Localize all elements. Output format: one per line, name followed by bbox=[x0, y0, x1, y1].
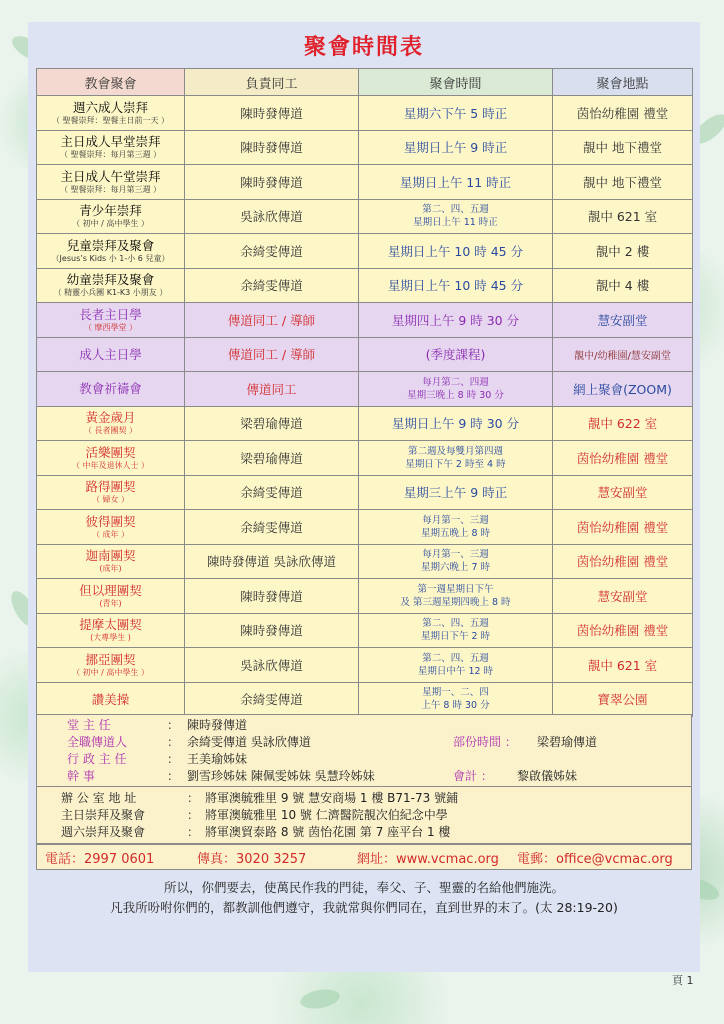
meeting-name: 青少年崇拜 bbox=[79, 203, 142, 219]
meeting-time-detail: 上午 8 時 30 分 bbox=[421, 700, 490, 712]
meeting-time: 星期六下午 5 時正 bbox=[403, 105, 508, 121]
meeting-name-cell bbox=[37, 579, 185, 614]
meeting-time: 星期日上午 11 時正 bbox=[399, 174, 512, 190]
table-row bbox=[37, 372, 693, 407]
meeting-name: 主日成人早堂崇拜 bbox=[60, 134, 161, 150]
place-cell: 茵怡幼稚園 禮堂 bbox=[553, 96, 693, 131]
time-cell bbox=[359, 406, 553, 441]
staff-cell: 余綺雯傳道 bbox=[185, 682, 359, 717]
meeting-time: 星期日上午 10 時 45 分 bbox=[387, 243, 524, 259]
time-cell bbox=[359, 199, 553, 234]
bible-verse-line-1: 所以，你們要去，使萬民作我的門徒，奉父、子、聖靈的名給他們施洗。 bbox=[163, 880, 564, 895]
header-time: 聚會時間 bbox=[359, 69, 553, 96]
table-row bbox=[37, 130, 693, 165]
place-cell: 網上聚會(ZOOM) bbox=[553, 372, 693, 407]
meeting-name: 主日成人午堂崇拜 bbox=[60, 168, 161, 184]
meeting-subtitle: （ 婦女 ） bbox=[91, 495, 130, 505]
parttime-label: 部份時間 ： bbox=[453, 735, 517, 749]
deacon-names: 劉雪珍姊妹 陳佩雯姊妹 吳慧玲姊妹 bbox=[187, 769, 375, 783]
meeting-name: 挪亞團契 bbox=[85, 651, 136, 667]
colon: ： bbox=[187, 825, 200, 839]
meeting-subtitle: （ 摩西學堂 ） bbox=[83, 322, 138, 332]
address-value: 將軍澳毓雅里 9 號 慧安商場 1 樓 B71-73 號鋪 bbox=[205, 791, 459, 805]
time-cell bbox=[359, 682, 553, 717]
meeting-subtitle: (成年) bbox=[99, 564, 122, 574]
staff-cell: 余綺雯傳道 bbox=[185, 510, 359, 545]
meeting-name: 但以理團契 bbox=[79, 582, 142, 598]
meeting-time-detail: 星期三晚上 8 時 30 分 bbox=[407, 389, 504, 401]
pastor-label: 堂 主 任 bbox=[67, 718, 111, 732]
colon: ： bbox=[187, 791, 200, 805]
email-link[interactable]: 電郵：office@vcmac.org bbox=[517, 852, 673, 867]
colon: ： bbox=[167, 769, 180, 783]
table-row bbox=[37, 234, 693, 269]
meeting-time: 星期三上午 9 時正 bbox=[403, 485, 508, 501]
address-label: 主日崇拜及聚會 bbox=[61, 808, 146, 822]
colon: ： bbox=[167, 752, 180, 766]
meeting-time: 每月第一、三週 bbox=[422, 549, 489, 561]
time-cell bbox=[359, 165, 553, 200]
website-link[interactable]: 網址：www.vcmac.org bbox=[357, 852, 499, 867]
meeting-name-cell bbox=[37, 337, 185, 372]
meeting-subtitle: （Jesus’s Kids 小 1-小 6 兒童） bbox=[51, 253, 170, 263]
meeting-subtitle: （ 精靈小兵團 K1-K3 小朋友 ） bbox=[53, 288, 168, 298]
table-row bbox=[37, 406, 693, 441]
meeting-subtitle: （ 中年及退休人士 ） bbox=[71, 460, 150, 470]
meeting-time-detail: 及 第三週星期四晚上 8 時 bbox=[400, 596, 511, 608]
meeting-name-cell bbox=[37, 303, 185, 338]
staff-list bbox=[36, 714, 692, 788]
place-cell: 靚中 2 樓 bbox=[553, 234, 693, 269]
meeting-time: 星期四上午 9 時 30 分 bbox=[391, 312, 520, 328]
time-cell bbox=[359, 303, 553, 338]
table-row bbox=[37, 441, 693, 476]
place-cell: 靚中 622 室 bbox=[553, 406, 693, 441]
staff-cell: 陳時發傳道 bbox=[185, 165, 359, 200]
meeting-name: 提摩太團契 bbox=[79, 617, 142, 633]
time-cell bbox=[359, 96, 553, 131]
staff-cell: 傳道同工 bbox=[185, 372, 359, 407]
time-cell bbox=[359, 268, 553, 303]
table-row bbox=[37, 199, 693, 234]
address-label: 週六崇拜及聚會 bbox=[61, 825, 146, 839]
admin-label: 行 政 主 任 bbox=[67, 752, 127, 766]
staff-cell: 陳時發傳道 bbox=[185, 613, 359, 648]
meeting-subtitle: （ 成年 ） bbox=[91, 529, 130, 539]
meeting-name-cell bbox=[37, 372, 185, 407]
staff-cell: 陳時發傳道 bbox=[185, 96, 359, 131]
meeting-name-cell bbox=[37, 510, 185, 545]
meeting-time-detail: 星期日中午 12 時 bbox=[417, 665, 494, 677]
time-cell bbox=[359, 579, 553, 614]
meeting-name: 彼得團契 bbox=[85, 513, 136, 529]
table-row bbox=[37, 579, 693, 614]
contact-bar bbox=[36, 844, 692, 870]
meeting-time: 每月第一、三週 bbox=[422, 514, 489, 526]
header-place: 聚會地點 bbox=[553, 69, 693, 96]
place-cell: 靚中 621 室 bbox=[553, 648, 693, 683]
time-cell bbox=[359, 648, 553, 683]
time-cell bbox=[359, 544, 553, 579]
meeting-name: 黃金歲月 bbox=[85, 410, 136, 426]
fulltime-names: 余綺雯傳道 吳詠欣傳道 bbox=[187, 735, 311, 749]
staff-cell: 陳時發傳道 bbox=[185, 130, 359, 165]
parttime-name: 梁碧瑜傳道 bbox=[537, 735, 598, 749]
admin-name: 王美瑜姊妹 bbox=[187, 752, 248, 766]
treasurer-label: 會計 ： bbox=[453, 769, 493, 783]
place-cell: 茵怡幼稚園 禮堂 bbox=[553, 510, 693, 545]
table-row bbox=[37, 544, 693, 579]
place-cell: 靚中 地下禮堂 bbox=[553, 130, 693, 165]
meeting-time: 星期日上午 9 時 30 分 bbox=[391, 416, 520, 432]
staff-cell: 余綺雯傳道 bbox=[185, 234, 359, 269]
meeting-name-cell bbox=[37, 96, 185, 131]
time-cell bbox=[359, 337, 553, 372]
meeting-name-cell bbox=[37, 234, 185, 269]
meeting-subtitle: (青年) bbox=[99, 598, 122, 608]
meeting-subtitle: （ 初中 / 高中學生 ） bbox=[72, 219, 149, 229]
staff-cell: 余綺雯傳道 bbox=[185, 268, 359, 303]
table-row bbox=[37, 510, 693, 545]
meeting-time-detail: 星期六晚上 7 時 bbox=[420, 562, 491, 574]
page-title: 聚會時間表 bbox=[303, 35, 424, 60]
address-list bbox=[36, 786, 692, 844]
staff-cell: 余綺雯傳道 bbox=[185, 475, 359, 510]
meeting-subtitle: （ 聖餐崇拜：每月第三週 ） bbox=[59, 184, 162, 194]
colon: ： bbox=[167, 735, 180, 749]
fulltime-label: 全職傳道人 bbox=[67, 735, 128, 749]
meeting-name-cell bbox=[37, 648, 185, 683]
address-value: 將軍澳毓雅里 10 號 仁濟醫院靚次伯紀念中學 bbox=[205, 808, 448, 822]
time-cell bbox=[359, 372, 553, 407]
table-row bbox=[37, 337, 693, 372]
meeting-name: 幼童崇拜及聚會 bbox=[66, 272, 155, 288]
place-cell: 靚中 地下禮堂 bbox=[553, 165, 693, 200]
staff-cell: 傳道同工 / 導師 bbox=[185, 337, 359, 372]
meeting-name: 教會祈禱會 bbox=[79, 381, 142, 397]
meeting-name-cell bbox=[37, 682, 185, 717]
place-cell: 靚中/幼稚園/慧安副堂 bbox=[553, 337, 693, 372]
meeting-time: 第二、四、五週 bbox=[422, 204, 489, 216]
place-cell: 慧安副堂 bbox=[553, 303, 693, 338]
deacon-label: 幹 事 bbox=[67, 769, 95, 783]
staff-cell: 傳道同工 / 導師 bbox=[185, 303, 359, 338]
meeting-time: 第二、四、五週 bbox=[422, 652, 489, 664]
staff-cell: 吳詠欣傳道 bbox=[185, 199, 359, 234]
meeting-time: 每月第二、四週 bbox=[422, 376, 489, 388]
staff-cell: 梁碧瑜傳道 bbox=[185, 441, 359, 476]
meeting-name: 兒童崇拜及聚會 bbox=[66, 237, 155, 253]
meeting-time-detail: 星期日上午 11 時正 bbox=[413, 217, 498, 229]
meeting-name-cell bbox=[37, 544, 185, 579]
meeting-name-cell bbox=[37, 475, 185, 510]
header-staff: 負責同工 bbox=[185, 69, 359, 96]
place-cell: 寶翠公園 bbox=[553, 682, 693, 717]
time-cell bbox=[359, 510, 553, 545]
time-cell bbox=[359, 130, 553, 165]
meeting-name-cell bbox=[37, 268, 185, 303]
meeting-time-detail: 星期日下午 2 時 bbox=[420, 631, 491, 643]
bible-verse-line-2: 凡我所吩咐你們的，都教訓他們遵守，我就常與你們同在，直到世界的末了。(太 28:19-20) bbox=[110, 900, 618, 915]
staff-cell: 梁碧瑜傳道 bbox=[185, 406, 359, 441]
meeting-name: 週六成人崇拜 bbox=[72, 99, 148, 115]
staff-cell: 陳時發傳道 bbox=[185, 579, 359, 614]
meeting-subtitle: (大專學生 ) bbox=[90, 633, 131, 643]
meeting-subtitle: （ 初中 / 高中學生 ） bbox=[72, 667, 149, 677]
meeting-subtitle: （ 聖餐崇拜：聖餐主日前一天 ） bbox=[51, 115, 170, 125]
meeting-time: 第二週及每雙月第四週 bbox=[407, 445, 503, 457]
table-row bbox=[37, 682, 693, 717]
meeting-time: 第一週星期日下午 bbox=[417, 583, 494, 595]
table-row bbox=[37, 268, 693, 303]
pastor-name: 陳時發傳道 bbox=[187, 718, 248, 732]
phone-number: 電話：2997 0601 bbox=[45, 852, 155, 867]
time-cell bbox=[359, 234, 553, 269]
place-cell: 茵怡幼稚園 禮堂 bbox=[553, 613, 693, 648]
place-cell: 茵怡幼稚園 禮堂 bbox=[553, 441, 693, 476]
meeting-name: 讚美操 bbox=[91, 691, 130, 707]
meeting-name: 活樂團契 bbox=[85, 444, 136, 460]
meeting-name-cell bbox=[37, 406, 185, 441]
meeting-time: (季度課程) bbox=[425, 347, 486, 363]
table-row bbox=[37, 648, 693, 683]
place-cell: 慧安副堂 bbox=[553, 475, 693, 510]
meeting-time-detail: 星期日下午 2 時至 4 時 bbox=[405, 458, 506, 470]
meeting-subtitle: （ 聖餐崇拜：每月第三週 ） bbox=[59, 150, 162, 160]
address-label: 辦 公 室 地 址 bbox=[61, 791, 137, 805]
meeting-name-cell bbox=[37, 130, 185, 165]
content-panel bbox=[28, 22, 700, 972]
meeting-subtitle: （ 長者團契 ） bbox=[83, 426, 138, 436]
schedule-table bbox=[36, 68, 693, 717]
colon: ： bbox=[187, 808, 200, 822]
place-cell: 茵怡幼稚園 禮堂 bbox=[553, 544, 693, 579]
place-cell: 慧安副堂 bbox=[553, 579, 693, 614]
table-row bbox=[37, 303, 693, 338]
place-cell: 靚中 4 樓 bbox=[553, 268, 693, 303]
time-cell bbox=[359, 475, 553, 510]
address-value: 將軍澳貿泰路 8 號 茵怡花園 第 7 座平台 1 樓 bbox=[205, 825, 451, 839]
time-cell bbox=[359, 441, 553, 476]
time-cell bbox=[359, 613, 553, 648]
meeting-time: 第二、四、五週 bbox=[422, 618, 489, 630]
meeting-name: 迦南團契 bbox=[85, 548, 136, 564]
table-row bbox=[37, 165, 693, 200]
meeting-name: 成人主日學 bbox=[79, 346, 142, 362]
header-meeting: 教會聚會 bbox=[37, 69, 185, 96]
meeting-time: 星期日上午 10 時 45 分 bbox=[387, 278, 524, 294]
treasurer-name: 黎啟儀姊妹 bbox=[517, 769, 578, 783]
meeting-name-cell bbox=[37, 165, 185, 200]
meeting-name-cell bbox=[37, 613, 185, 648]
leaf-decoration bbox=[299, 987, 342, 1012]
fax-number: 傳真：3020 3257 bbox=[197, 852, 307, 867]
meeting-name: 路得團契 bbox=[85, 479, 136, 495]
table-row bbox=[37, 96, 693, 131]
staff-cell: 陳時發傳道 吳詠欣傳道 bbox=[185, 544, 359, 579]
meeting-name: 長者主日學 bbox=[79, 306, 142, 322]
table-row bbox=[37, 613, 693, 648]
place-cell: 靚中 621 室 bbox=[553, 199, 693, 234]
meeting-time: 星期日上午 9 時正 bbox=[403, 140, 508, 156]
meeting-name-cell bbox=[37, 441, 185, 476]
staff-cell: 吳詠欣傳道 bbox=[185, 648, 359, 683]
table-row bbox=[37, 475, 693, 510]
page-number: 頁 1 bbox=[672, 974, 694, 987]
meeting-name-cell bbox=[37, 199, 185, 234]
meeting-time-detail: 星期五晚上 8 時 bbox=[420, 527, 491, 539]
meeting-time: 星期一、二、四 bbox=[422, 687, 489, 699]
colon: ： bbox=[167, 718, 180, 732]
